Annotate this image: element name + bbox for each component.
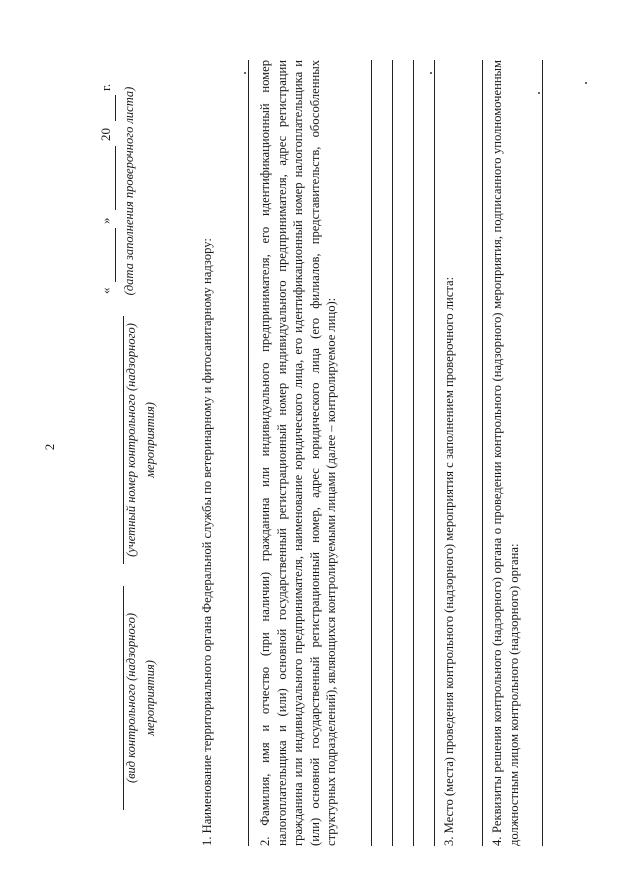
section-2-text: 2. Фамилия, имя и отчество (при наличии) гражданина или индивидуального предпринимателя, его идентификационный номер налогоплательщика и (или) основной государственный регистрационный номер индивидуального предпринимателя, адрес регистрации гражданина или индивидуального предпринимателя, наименование юридического лица, его идентификационный номер налогоплательщика и (или) основной государственный регистрационный номер, адрес юридического лица (его филиалов, представительств, обособленных структурных подразделений), являющихся контролируемыми лицами (далее – контролируемое лицо): xyxy=(258,60,338,846)
section-1-text: 1. Наименование территориального органа Федеральной службы по ветеринарному и фитосанитарному надзору: xyxy=(200,238,214,846)
line-end-mark xyxy=(538,92,540,94)
section-2-answer-line-1[interactable] xyxy=(371,60,372,846)
date-month-line[interactable] xyxy=(115,146,116,210)
section-4-answer-line[interactable] xyxy=(542,60,543,846)
date-year-suffix: г. xyxy=(98,83,113,91)
section-2-answer-line-3[interactable] xyxy=(413,60,414,846)
section-2-answer-line-4[interactable] xyxy=(434,60,435,846)
date-open-quote: « xyxy=(98,287,113,294)
page-number: 2 xyxy=(42,443,57,451)
section-1-answer-line[interactable] xyxy=(248,60,249,846)
fill-date-caption: (дата заполнения проверочного листа) xyxy=(122,86,136,296)
date-year-line[interactable] xyxy=(115,95,116,121)
section-3-text: 3. Место (места) проведения контрольного (надзорного) мероприятия с заполнением проверочного листа: xyxy=(442,276,456,846)
section-2-answer-line-2[interactable] xyxy=(392,60,393,846)
line-end-mark xyxy=(244,72,246,74)
date-year-prefix: 20 xyxy=(98,128,113,141)
line-end-mark xyxy=(430,72,432,74)
date-close-quote: » xyxy=(98,217,113,224)
section-4-text: 4. Реквизиты решения контрольного (надзорного) органа о проведении контрольного (надзорного) мероприятия, подписанного уполномоченным должностным лицом контрольного (надзорного) органа: xyxy=(490,60,521,846)
fill-date xyxy=(98,64,120,294)
control-measure-number-caption: (учетный номер контрольного (надзорного) мероприятия) xyxy=(124,323,157,557)
section-3-answer-line[interactable] xyxy=(482,60,483,846)
line-end-mark xyxy=(585,82,587,84)
control-measure-type-caption: (вид контрольного (надзорного) мероприятия) xyxy=(124,612,157,784)
date-day-line[interactable] xyxy=(115,228,116,282)
